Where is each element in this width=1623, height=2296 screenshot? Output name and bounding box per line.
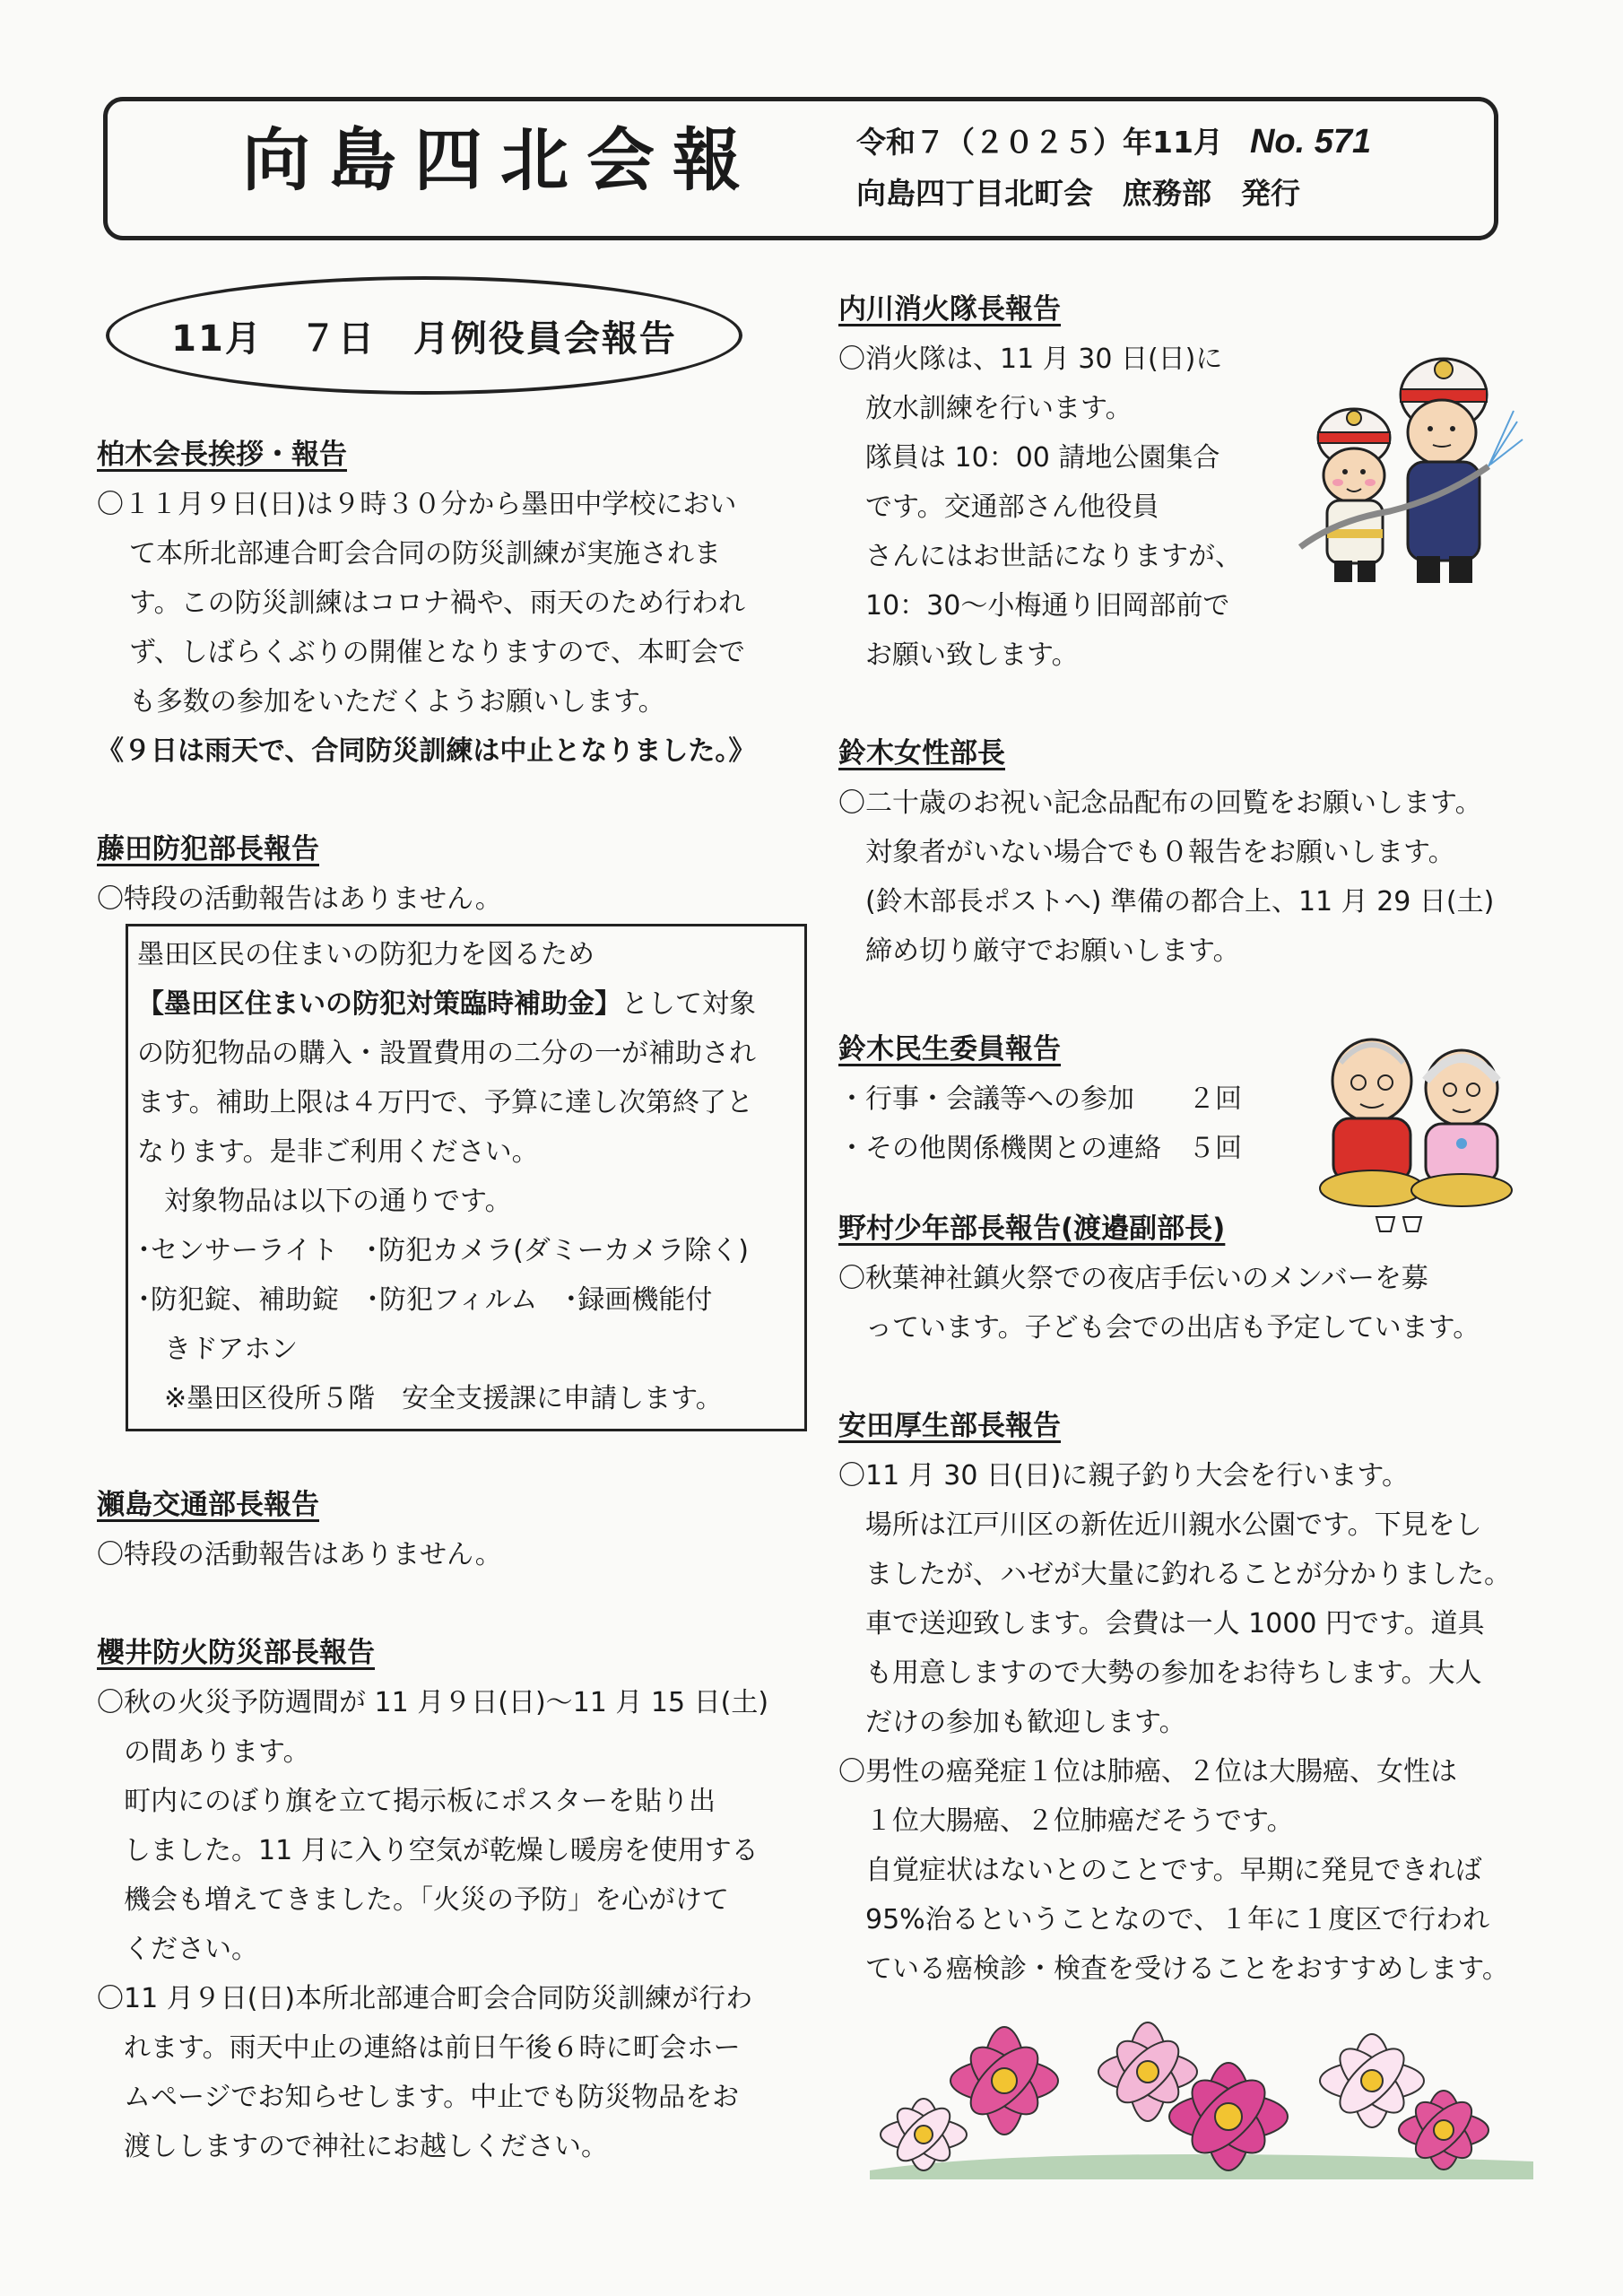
- section-suzuki-women: [838, 729, 1556, 976]
- paragraph-line: 95%治るということなので、１年に１度区で行われ: [838, 1904, 1490, 1935]
- section-heading: 安田厚生部長報告: [838, 1410, 1061, 1442]
- paragraph-line: も用意しますので大勢の参加をお待ちします。大人: [838, 1657, 1482, 1689]
- meeting-title-oval: [106, 276, 742, 395]
- paragraph-line: 締め切り厳守でお願いします。: [838, 935, 1240, 967]
- paragraph-line: 隊員は 10：00 請地公園集合: [838, 442, 1220, 474]
- cosmos-flowers-illustration: [870, 2018, 1533, 2179]
- cosmos-flower: [881, 2099, 967, 2170]
- section-sejima: [97, 1481, 805, 1579]
- box-line: ･防犯錠、補助錠 ･防犯フィルム ･録画機能付: [137, 1284, 713, 1316]
- publisher: 向島四丁目北町会 庶務部 発行: [856, 176, 1300, 211]
- subsidy-name: 【墨田区住まいの防犯対策臨時補助金】: [137, 988, 621, 1020]
- section-fujita: [97, 825, 805, 1431]
- section-kashiwagi: [97, 430, 805, 776]
- paragraph-line: 10：30～小梅通り旧岡部前で: [838, 590, 1230, 622]
- box-line: ます。補助上限は４万円で、予算に達し次第終了と: [137, 1087, 753, 1118]
- paragraph-line: 〇特段の活動報告はありません。: [97, 883, 502, 915]
- paragraph-line: しました。11 月に入り空気が乾燥し暖房を使用する: [97, 1835, 759, 1866]
- section-sakurai: [97, 1629, 805, 2171]
- paragraph-line: 〇特段の活動報告はありません。: [97, 1539, 502, 1570]
- box-line: [137, 979, 794, 1029]
- paragraph-line: ている癌検診・検査を受けることをおすすめします。: [838, 1953, 1509, 1985]
- issue-number: No. 571: [1249, 123, 1372, 161]
- paragraph-line: 渡ししますので神社にお越しください。: [97, 2131, 608, 2162]
- section-heading: 野村少年部長報告(渡邉副部長): [838, 1213, 1226, 1245]
- paragraph-line: も多数の参加をいただくようお願いします。: [129, 686, 665, 718]
- box-line: きドアホン: [137, 1334, 299, 1365]
- paragraph-line: 町内にのぼり旗を立て掲示板にポスターを貼り出: [97, 1786, 716, 1817]
- section-heading: 藤田防犯部長報告: [97, 833, 319, 865]
- section-yasuda: [838, 1402, 1556, 1994]
- paragraph-line: 〇11 月 30 日(日)に親子釣り大会を行います。: [838, 1460, 1409, 1492]
- paragraph-line: 場所は江戸川区の新佐近川親水公園です。下見をし: [838, 1509, 1482, 1541]
- issue-info: [856, 121, 1371, 163]
- box-line: ･センサーライト ･防犯カメラ(ダミーカメラ除く): [137, 1235, 749, 1266]
- cosmos-flower: [1320, 2034, 1424, 2127]
- section-heading: 内川消火隊長報告: [838, 293, 1061, 326]
- paragraph-line: の間あります。: [97, 1736, 310, 1768]
- paragraph-line: 〇二十歳のお祝い記念品配布の回覧をお願いします。: [838, 787, 1482, 819]
- paragraph-line: さんにはお世話になりますが、: [838, 541, 1242, 572]
- paragraph-line: (鈴木部長ポストへ) 準備の都合上、11 月 29 日(土): [838, 886, 1495, 918]
- section-heading: 鈴木女性部長: [838, 737, 1005, 770]
- paragraph-line: 対象者がいない場合でも０報告をお願いします。: [838, 837, 1455, 868]
- masthead: [103, 97, 1498, 240]
- box-line: の防犯物品の購入・設置費用の二分の一が補助され: [137, 1038, 756, 1069]
- paragraph-line: 〇秋の火災予防週間が 11 月９日(日)～11 月 15 日(土): [97, 1687, 769, 1718]
- firefighters-illustration: [1282, 332, 1524, 592]
- newsletter-title: 向島四北会報: [242, 120, 759, 200]
- paragraph-line: ず、しばらくぶりの開催となりますので、本町会で: [129, 637, 745, 668]
- paragraph-line: 放水訓練を行います。: [838, 393, 1133, 424]
- paragraph-line: 自覚症状はないとのことです。早期に発見できれば: [838, 1855, 1482, 1886]
- paragraph-line: 〇秋葉神社鎮火祭での夜店手伝いのメンバーを募: [838, 1263, 1428, 1294]
- paragraph-line: 〇消火隊は、11 月 30 日(日)に: [838, 344, 1223, 375]
- box-line: なります。是非ご利用ください。: [137, 1136, 539, 1168]
- section-heading: 鈴木民生委員報告: [838, 1033, 1061, 1065]
- issue-date: 令和７（２０２５）年11月: [856, 125, 1223, 160]
- box-line: 墨田区民の住まいの防犯力を図るため: [137, 939, 595, 970]
- paragraph-line: です。交通部さん他役員: [838, 491, 1159, 523]
- paragraph-line: す。この防災訓練はコロナ禍や、雨天のため行われ: [129, 587, 745, 619]
- paragraph-line: 〇男性の癌発症１位は肺癌、２位は大腸癌、女性は: [838, 1756, 1457, 1787]
- left-column: [97, 430, 805, 2221]
- paragraph-line: 〇１１月９日(日)は９時３０分から墨田中学校におい: [97, 489, 737, 520]
- box-line: ※墨田区役所５階 安全支援課に申請します。: [137, 1383, 723, 1414]
- paragraph-line: れます。雨天中止の連絡は前日午後６時に町会ホー: [97, 2032, 741, 2064]
- cancellation-note: 《９日は雨天で、合同防災訓練は中止となりました。》: [97, 735, 756, 767]
- box-line: 対象物品は以下の通りです。: [137, 1186, 512, 1217]
- section-heading: 櫻井防火防災部長報告: [97, 1637, 375, 1669]
- section-heading: 瀬島交通部長報告: [97, 1489, 319, 1521]
- paragraph-line: ・行事・会議等への参加 ２回: [838, 1083, 1242, 1115]
- paragraph-line: 機会も増えてきました。「火災の予防」を心がけて: [97, 1884, 729, 1916]
- paragraph-line: っています。子ども会での出店も予定しています。: [838, 1312, 1480, 1344]
- paragraph-line: て本所北部連合町会合同の防災訓練が実施されま: [129, 538, 721, 570]
- paragraph-line: ましたが、ハゼが大量に釣れることが分かりました。: [838, 1559, 1511, 1590]
- paragraph-line: 車で送迎致します。会費は一人 1000 円です。道具: [838, 1608, 1485, 1639]
- paragraph-line: ムページでお知らせします。中止でも防災物品をお: [97, 2082, 740, 2113]
- section-heading: 柏木会長挨拶・報告: [97, 439, 347, 471]
- paragraph-line: お願い致します。: [838, 639, 1079, 671]
- subsidy-info-box: [126, 924, 807, 1431]
- paragraph-line: ・その他関係機関との連絡 ５回: [838, 1133, 1242, 1164]
- paragraph-line: ください。: [97, 1934, 258, 1965]
- paragraph-line: 〇11 月９日(日)本所北部連合町会合同防災訓練が行わ: [97, 1983, 753, 2014]
- box-line-rest: として対象: [621, 988, 756, 1020]
- meeting-title: 11月 ７日 月例役員会報告: [171, 317, 677, 360]
- paragraph-line: だけの参加も歓迎します。: [838, 1707, 1186, 1738]
- elderly-couple-illustration: [1314, 1027, 1520, 1242]
- cosmos-flower: [950, 2027, 1058, 2135]
- paragraph-line: １位大腸癌、２位肺癌だそうです。: [838, 1805, 1294, 1837]
